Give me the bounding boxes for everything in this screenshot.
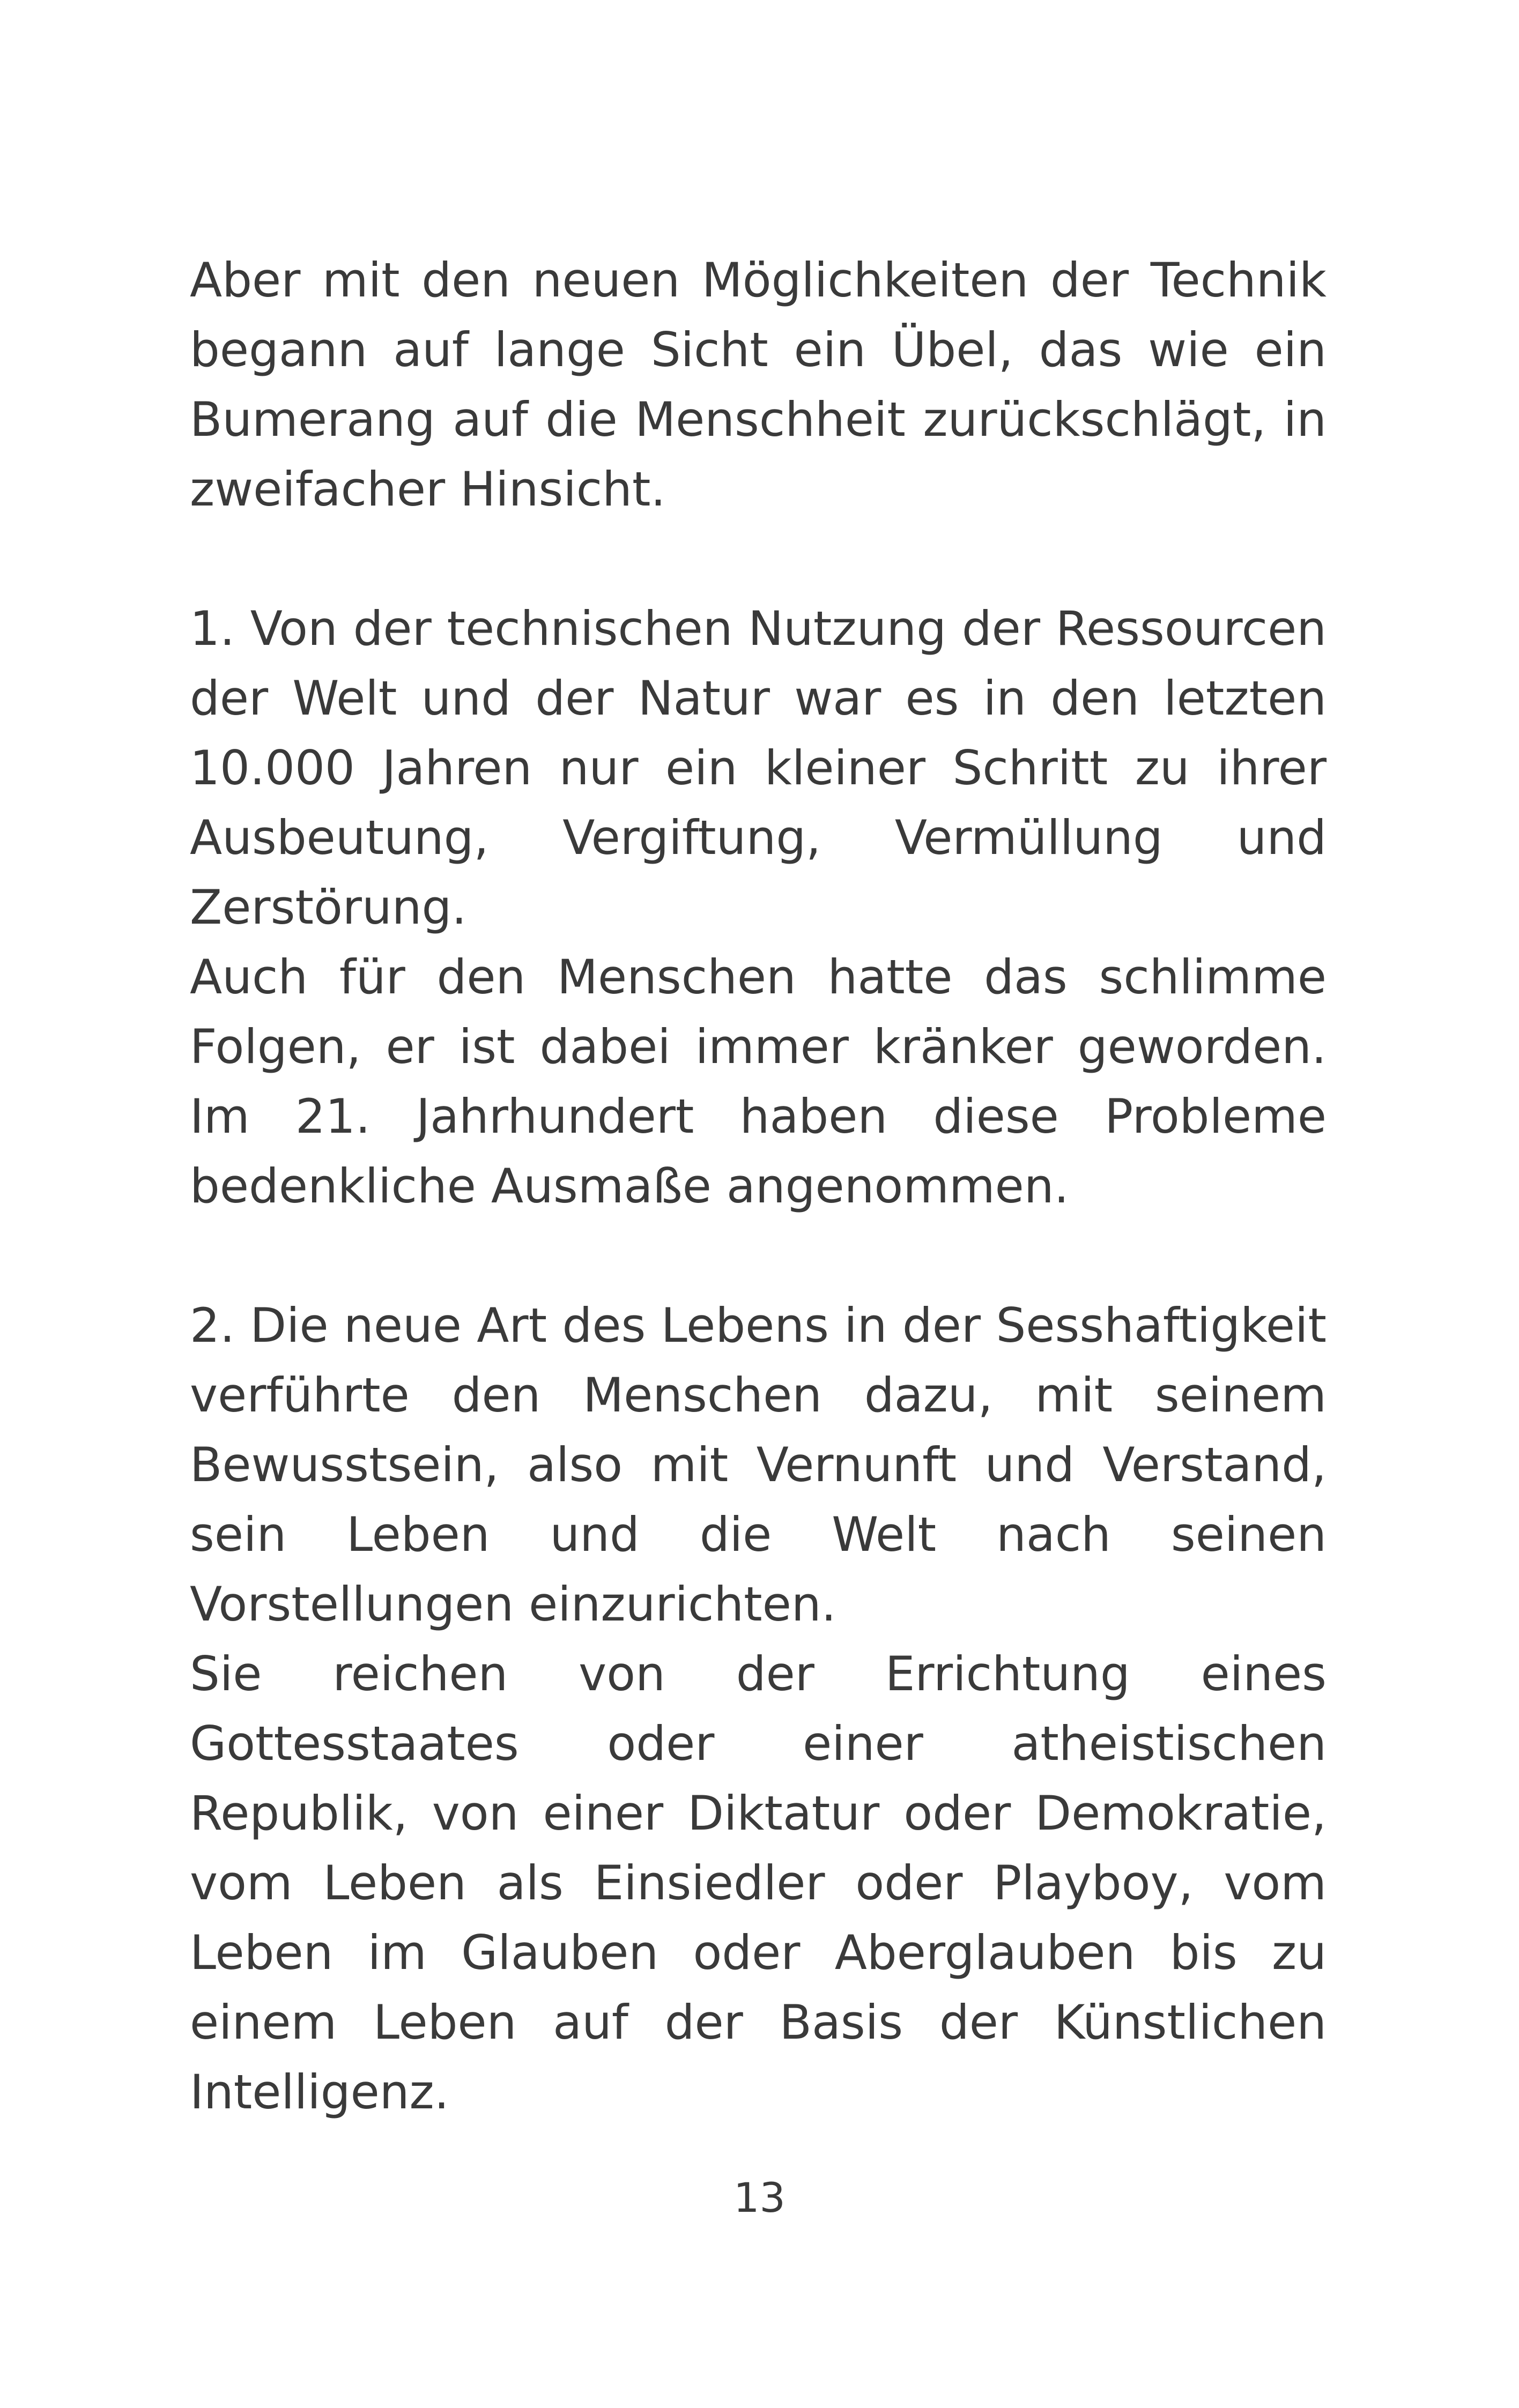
body-text [190, 246, 1327, 2127]
paragraph-point-2-continued: Sie reichen von der Errichtung eines Gottesstaates oder einer atheistischen Republik, von einer Diktatur oder Demokratie, vom Leben als Einsiedler oder Playboy, vom Leben im Glauben oder Aberglauben bis zu einem Leben auf der Basis der Künstlichen Intelligenz. [190, 1646, 1327, 2120]
paragraph-point-2: 2. Die neue Art des Lebens in der Sesshaftigkeit verführte den Menschen dazu, mit seinem Bewusstsein, also mit Vernunft und Verstand, sein Leben und die Welt nach seinen Vorstellungen einzurichten. [190, 1298, 1327, 1632]
page-number: 13 [733, 2174, 786, 2221]
paragraph-intro: Aber mit den neuen Möglichkeiten der Technik begann auf lange Sicht ein Übel, das wie ein Bumerang auf die Menschheit zurückschlägt, in zweifacher Hinsicht. [190, 252, 1327, 517]
paragraph-point-1: 1. Von der technischen Nutzung der Ressourcen der Welt und der Natur war es in den letzten 10.000 Jahren nur ein kleiner Schritt zu ihrer Ausbeutung, Vergiftung, Vermüllung und Zerstörung. [190, 601, 1327, 935]
paragraph-point-1-continued: Auch für den Menschen hatte das schlimme Folgen, er ist dabei immer kränker geworden. Im 21. Jahrhundert haben diese Probleme bedenkliche Ausmaße angenommen. [190, 949, 1327, 1214]
